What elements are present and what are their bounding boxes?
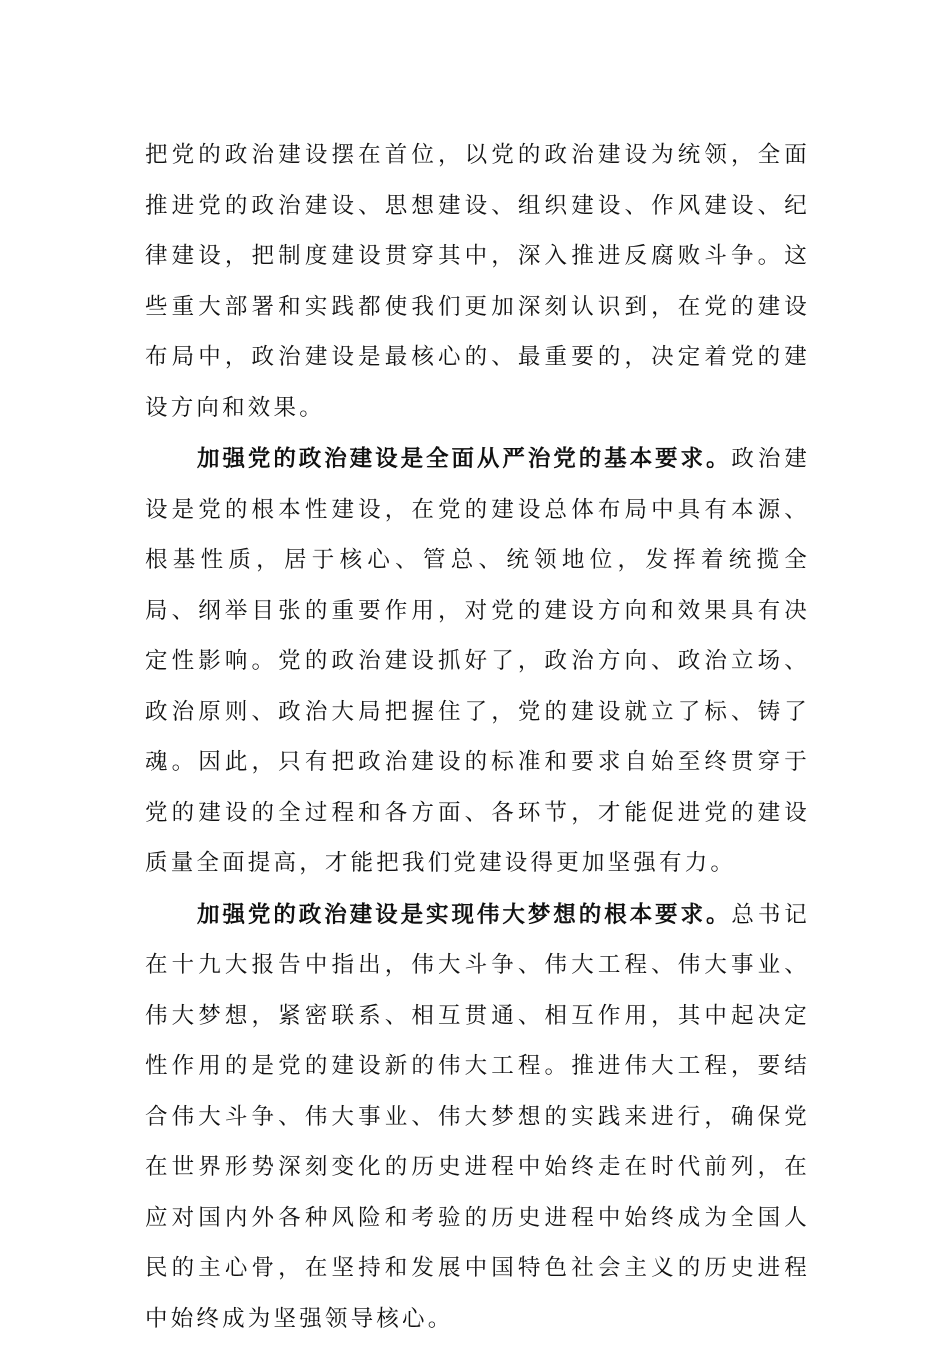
paragraph-3 xyxy=(145,890,810,1345)
paragraph-1 xyxy=(145,130,810,433)
paragraph-3-text: 总书记在十九大报告中指出，伟大斗争、伟大工程、伟大事业、伟大梦想，紧密联系、相互贯通、相互作用，其中起决定性作用的是党的建设新的伟大工程。推进伟大工程，要结合伟大斗争、伟大事业、伟大梦想的实践来进行，确保党在世界形势深刻变化的历史进程中始终走在时代前列，在应对国内外各种风险和考验的历史进程中始终成为全国人民的主心骨，在坚持和发展中国特色社会主义的历史进程中始终成为坚强领导核心。 xyxy=(145,901,811,1332)
paragraph-2-lead: 加强党的政治建设是全面从严治党的基本要求。 xyxy=(197,446,732,472)
paragraph-3-lead: 加强党的政治建设是实现伟大梦想的根本要求。 xyxy=(197,901,732,928)
paragraph-2 xyxy=(145,434,810,889)
paragraph-1-text: 把党的政治建设摆在首位，以党的政治建设为统领，全面推进党的政治建设、思想建设、组织建设、作风建设、纪律建设，把制度建设贯穿其中，深入推进反腐败斗争。这些重大部署和实践都使我们更加深刻认识到，在党的建设布局中，政治建设是最核心的、最重要的，决定着党的建设方向和效果。 xyxy=(145,142,810,421)
paragraph-2-text: 政治建设是党的根本性建设，在党的建设总体布局中具有本源、根基性质，居于核心、管总、统领地位，发挥着统揽全局、纲举目张的重要作用，对党的建设方向和效果具有决定性影响。党的政治建设抓好了，政治方向、政治立场、政治原则、政治大局把握住了，党的建设就立了标、铸了魂。因此，只有把政治建设的标准和要求自始至终贯穿于党的建设的全过程和各方面、各环节，才能促进党的建设质量全面提高，才能把我们党建设得更加坚强有力。 xyxy=(145,446,811,876)
document-page xyxy=(145,130,810,1345)
